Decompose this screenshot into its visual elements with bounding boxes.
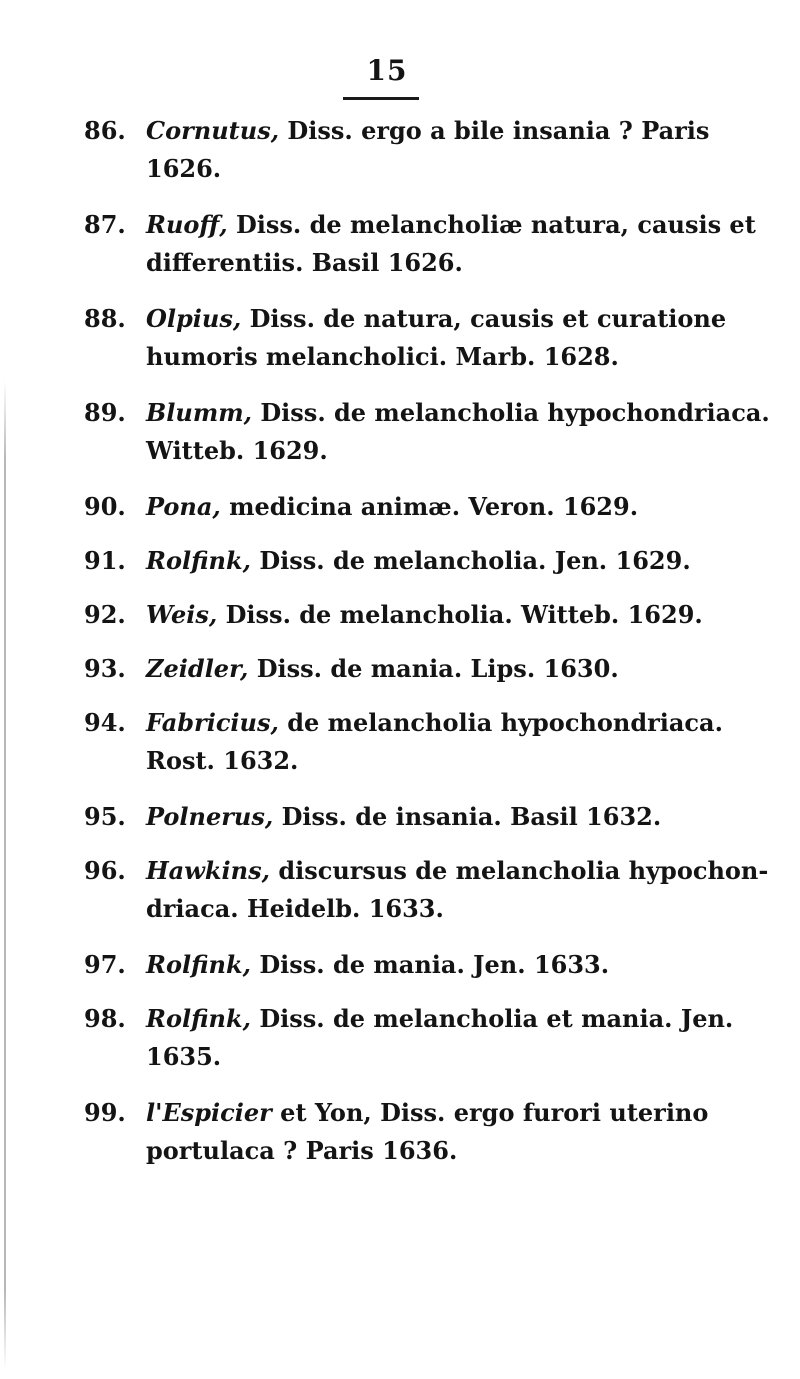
entry-line (146, 206, 774, 244)
page-edge-shadow (4, 380, 6, 1370)
entry-line: 1626. (146, 154, 222, 183)
entry-author: Rolfink, (146, 546, 251, 575)
entry-line (146, 798, 774, 836)
entry-author: Weis, (146, 600, 218, 629)
entry-line (146, 946, 774, 984)
entry-line: portulaca ? Paris 1636. (146, 1136, 458, 1165)
entry-author: Pona, (146, 492, 221, 521)
bibliography-entry-90 (84, 488, 774, 526)
entry-number: 97. (84, 950, 126, 979)
bibliography-entry-99 (84, 1094, 774, 1170)
entry-author: l'Espicier (146, 1098, 272, 1127)
entry-line: humoris melancholici. Marb. 1628. (146, 342, 619, 371)
entry-text: Diss. de melancholia et mania. Jen. (259, 1004, 734, 1033)
entry-number: 94. (84, 708, 126, 737)
entry-number: 96. (84, 856, 126, 885)
entry-text: Diss. de melancholia. Witteb. 1629. (225, 600, 703, 629)
entry-author: Blumm, (146, 398, 252, 427)
entry-text: Diss. de mania. Jen. 1633. (259, 950, 610, 979)
entry-text: de melancholia hypochondriaca. (287, 708, 723, 737)
bibliography-entry-87 (84, 206, 774, 282)
bibliography-entry-92 (84, 596, 774, 634)
entry-text: et Yon, Diss. ergo furori uterino (280, 1098, 709, 1127)
entry-line (146, 488, 774, 526)
entry-number: 95. (84, 802, 126, 831)
entry-line (146, 300, 774, 338)
entry-author: Polnerus, (146, 802, 274, 831)
entry-line (146, 596, 774, 634)
entry-number: 86. (84, 116, 126, 145)
page-number-rule (343, 97, 419, 100)
bibliography-entry-93 (84, 650, 774, 688)
entry-number: 91. (84, 546, 126, 575)
bibliography-entry-86 (84, 112, 774, 188)
entry-text: Diss. de natura, causis et curatione (249, 304, 727, 333)
entry-text: Diss. de melancholia. Jen. 1629. (259, 546, 691, 575)
entry-text: Diss. de insania. Basil 1632. (281, 802, 662, 831)
entry-line (146, 1000, 774, 1038)
entry-number: 90. (84, 492, 126, 521)
entry-text: Diss. de melancholiæ natura, causis et (235, 210, 756, 239)
entry-line (146, 852, 774, 890)
entry-number: 98. (84, 1004, 126, 1033)
bibliography-entry-95 (84, 798, 774, 836)
entry-text: Diss. de mania. Lips. 1630. (256, 654, 619, 683)
entry-line: 1635. (146, 1042, 222, 1071)
entry-text: Diss. ergo a bile insania ? Paris (287, 116, 710, 145)
entry-line: Rost. 1632. (146, 746, 299, 775)
entry-text: discursus de melancholia hypochon- (278, 856, 769, 885)
entry-text: medicina animæ. Veron. 1629. (229, 492, 639, 521)
entry-author: Ruoff, (146, 210, 228, 239)
entry-author: Rolfink, (146, 1004, 251, 1033)
entry-author: Zeidler, (146, 654, 249, 683)
page-number: 15 (366, 54, 408, 87)
bibliography-entry-88 (84, 300, 774, 376)
bibliography-entry-98 (84, 1000, 774, 1076)
entry-author: Fabricius, (146, 708, 279, 737)
entry-author: Olpius, (146, 304, 242, 333)
bibliography-entry-97 (84, 946, 774, 984)
bibliography-entry-94 (84, 704, 774, 780)
entry-number: 92. (84, 600, 126, 629)
bibliography-list (84, 112, 774, 1188)
entry-line (146, 704, 774, 742)
entry-number: 88. (84, 304, 126, 333)
entry-number: 99. (84, 1098, 126, 1127)
bibliography-entry-91 (84, 542, 774, 580)
entry-author: Hawkins, (146, 856, 270, 885)
entry-author: Cornutus, (146, 116, 280, 145)
entry-line (146, 1094, 774, 1132)
entry-number: 89. (84, 398, 126, 427)
entry-line (146, 112, 774, 150)
entry-line (146, 650, 774, 688)
entry-text: Diss. de melancholia hypochondriaca. (260, 398, 770, 427)
bibliography-entry-89 (84, 394, 774, 470)
bibliography-entry-96 (84, 852, 774, 928)
entry-line: Witteb. 1629. (146, 436, 328, 465)
entry-number: 93. (84, 654, 126, 683)
entry-line (146, 394, 774, 432)
entry-line (146, 542, 774, 580)
entry-number: 87. (84, 210, 126, 239)
entry-author: Rolfink, (146, 950, 251, 979)
entry-line: differentiis. Basil 1626. (146, 248, 463, 277)
entry-line: driaca. Heidelb. 1633. (146, 894, 444, 923)
